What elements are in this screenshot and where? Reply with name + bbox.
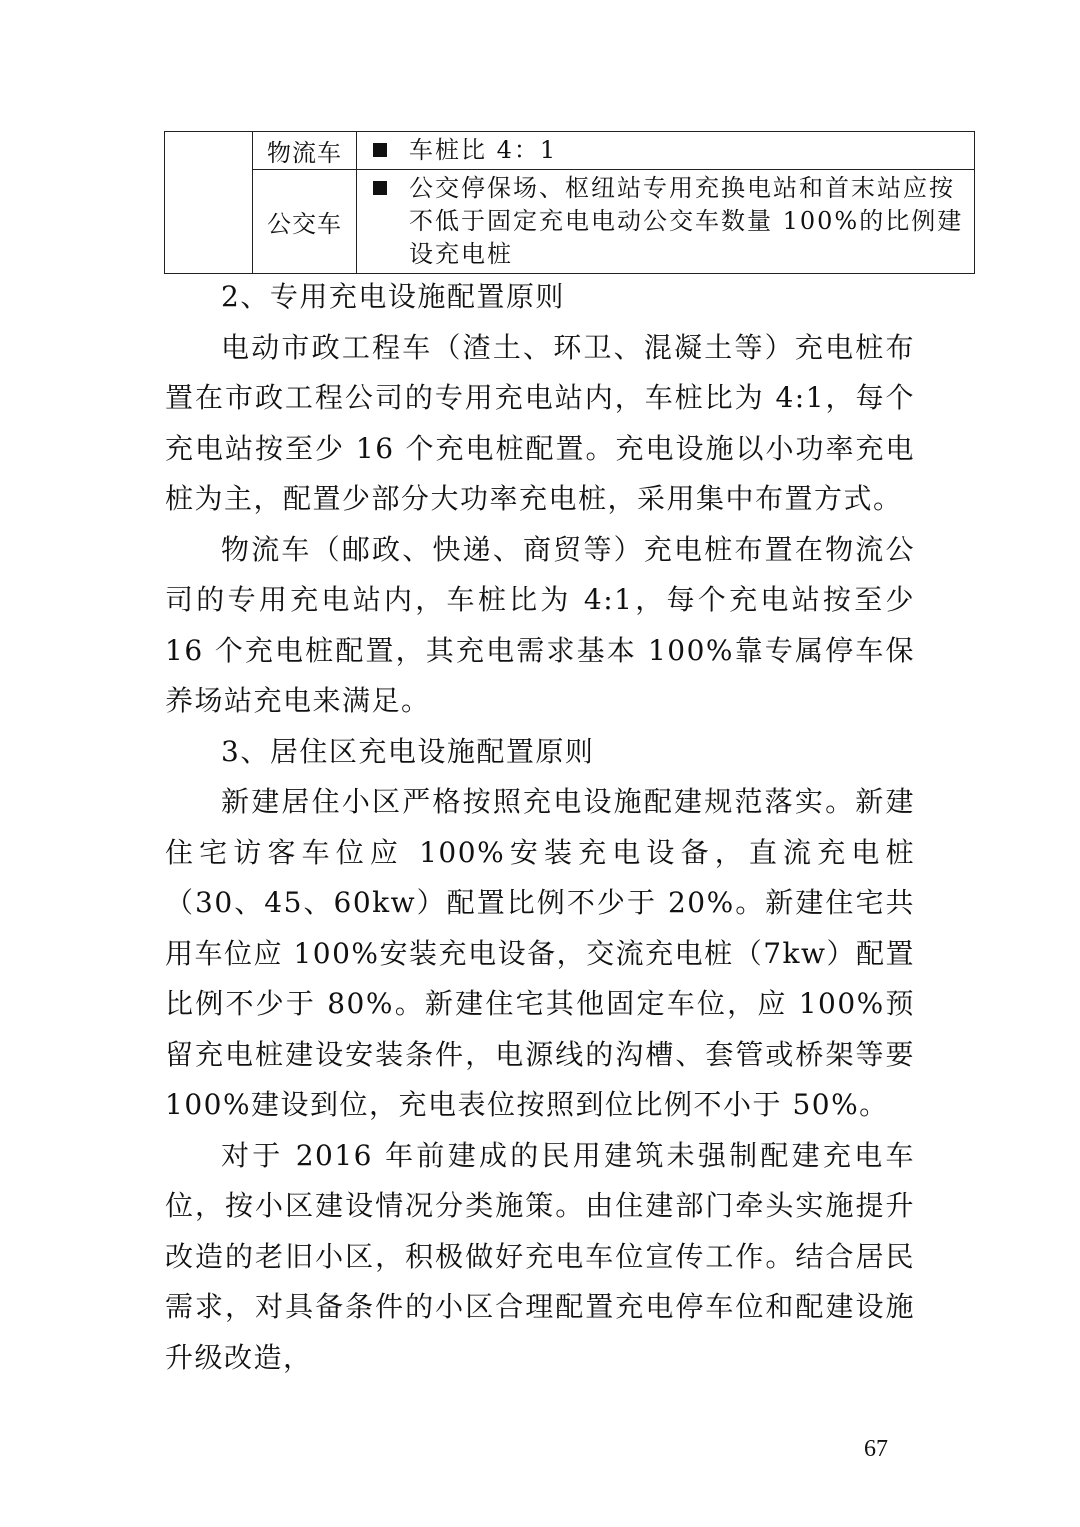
standard-cell (357, 170, 975, 274)
standard-cell (357, 132, 975, 170)
table-row-bus (165, 170, 975, 274)
vehicle-type-cell: 物流车 (253, 132, 357, 170)
vehicle-type-cell: 公交车 (253, 170, 357, 274)
section-heading: 3、居住区充电设施配置原则 (221, 734, 595, 768)
paragraph: 对于 2016 年前建成的民用建筑未强制配建充电车位，按小区建设情况分类施策。由住建部门牵头实施提升改造的老旧小区，积极做好充电车位宣传工作。结合居民需求，对具备条件的小区合理配置充电停车位和配建设施升级改造， (165, 1138, 915, 1374)
category-cell (165, 132, 253, 274)
charging-config-table (164, 131, 975, 274)
square-bullet-icon (373, 143, 387, 157)
square-bullet-icon (373, 181, 387, 195)
standard-text: 公交停保场、枢纽站专用充换电站和首末站应按不低于固定充电电动公交车数量 100%的比例建设充电桩 (409, 174, 964, 268)
standard-text: 车桩比 4：1 (409, 136, 558, 164)
body-text (165, 272, 915, 1383)
paragraph: 物流车（邮政、快递、商贸等）充电桩布置在物流公司的专用充电站内，车桩比为 4:1，每个充电站按至少 16 个充电桩配置，其充电需求基本 100%靠专属停车保养场站充电来满足。 (165, 532, 915, 717)
page-number: 67 (864, 1436, 888, 1462)
table-row-logistics (165, 132, 975, 170)
paragraph: 电动市政工程车（渣土、环卫、混凝土等）充电桩布置在市政工程公司的专用充电站内，车桩比为 4:1，每个充电站按至少 16 个充电桩配置。充电设施以小功率充电桩为主，配置少部分大功率充电桩，采用集中布置方式。 (165, 330, 915, 515)
section-heading: 2、专用充电设施配置原则 (221, 280, 565, 313)
paragraph: 新建居住小区严格按照充电设施配建规范落实。新建住宅访客车位应 100%安装充电设备，直流充电桩（30、45、60kw）配置比例不少于 20%。新建住宅共用车位应 100%安装充电设备，交流充电桩（7kw）配置比例不少于 80%。新建住宅其他固定车位，应 100%预留充电桩建设安装条件，电源线的沟槽、套管或桥架等要 100%建设到位，充电表位按照到位比例不小于 50%。 (165, 785, 915, 1121)
